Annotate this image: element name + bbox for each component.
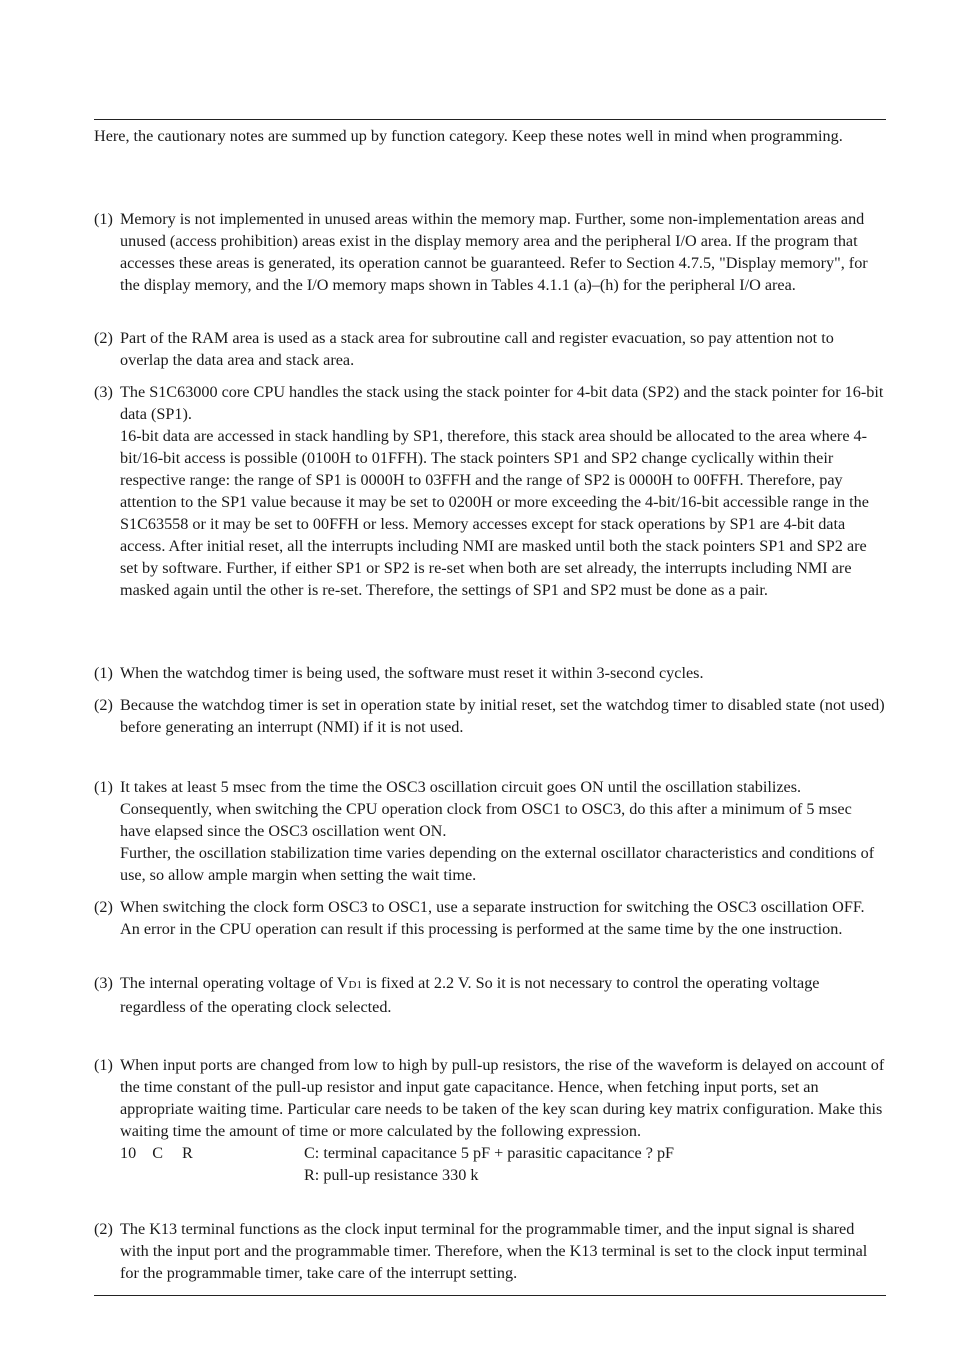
note-text-continued: Further, the oscillation stabilization time varies depending on the external oscillator characteristics and conditions of use, so allow ample margin when setting the wait time.: [120, 844, 875, 884]
vd1-subscript: D1: [348, 979, 362, 991]
memory-note-3: [94, 381, 886, 601]
oscillation-note-2: [94, 896, 886, 940]
note-text-pre: The internal operating voltage of V: [120, 974, 349, 992]
note-text: When switching the clock form OSC3 to OSC1, use a separate instruction for switching the OSC3 oscillation OFF. An error in the CPU operation can result if this processing is performed at the same time by the one instruction.: [120, 898, 865, 938]
note-number: (2): [94, 1220, 113, 1238]
note-text: Because the watchdog timer is set in operation state by initial reset, set the watchdog timer to disabled state (not used) before generating an interrupt (NMI) if it is not used.: [120, 696, 885, 736]
note-number: (1): [94, 664, 113, 682]
oscillation-note-1: [94, 776, 886, 886]
formula-expression: [120, 1142, 193, 1164]
note-text-post: is fixed at 2.2 V. So it is not necessary to control the operating voltage regardless of the operating clock selected.: [120, 974, 820, 1016]
note-number: (3): [94, 974, 113, 992]
note-number: (2): [94, 898, 113, 916]
note-text: The K13 terminal functions as the clock input terminal for the programmable timer, and the input signal is shared with the input port and the programmable timer. Therefore, when the K13 terminal is set to the clock input terminal for the programmable timer, take care of the interrupt setting.: [120, 1220, 868, 1282]
input-note-2: [94, 1218, 886, 1284]
note-number: (2): [94, 696, 113, 714]
note-text: It takes at least 5 msec from the time the OSC3 oscillation circuit goes ON until the oscillation stabilizes. Consequently, when switching the CPU operation clock from OSC1 to OSC3, do this after a minimum of 5 msec have elapsed since the OSC3 oscillation went ON.: [120, 778, 852, 840]
note-number: (3): [94, 383, 113, 401]
note-number: (1): [94, 1056, 113, 1074]
note-number: (1): [94, 210, 113, 228]
watchdog-note-1: [94, 662, 886, 684]
top-rule: [94, 119, 886, 120]
wait-time-formula: [120, 1142, 886, 1186]
formula-note-r: R: pull-up resistance 330 k: [304, 1166, 479, 1184]
memory-note-2: [94, 327, 886, 371]
formula-term-10: 10: [120, 1144, 137, 1162]
bottom-rule: [94, 1295, 886, 1296]
note-text-continued: 16-bit data are accessed in stack handling by SP1, therefore, this stack area should be allocated to the area where 4-bit/16-bit access is possible (0100H to 01FFH). The stack pointers SP1 and SP2 change cyclically within their respective range: the range of SP1 is 0000H to 03FFH and the range of SP2 is 0000H to 00FFH. Therefore, pay attention to the SP1 value because it may be set to 0200H or more exceeding the 4-bit/16-bit accessible range in the S1C63558 or it may be set to 00FFH or less. Memory accesses except for stack operations by SP1 are 4-bit data access. After initial reset, all the interrupts including NMI are masked until both the stack pointers SP1 and SP2 are set by software. Further, if either SP1 or SP2 is re-set when both are set already, the interrupts including NMI are masked again until the other is re-set. Therefore, the settings of SP1 and SP2 must be done as a pair.: [120, 427, 869, 599]
note-number: (1): [94, 778, 113, 796]
formula-notes: [304, 1142, 674, 1186]
note-number: (2): [94, 329, 113, 347]
note-text: When the watchdog timer is being used, the software must reset it within 3-second cycles.: [120, 664, 704, 682]
note-text: When input ports are changed from low to high by pull-up resistors, the rise of the waveform is delayed on account of the time constant of the pull-up resistor and input gate capacitance. Hence, when fetching input ports, set an appropriate waiting time. Particular care needs to be taken of the key scan during key matrix configuration. Make this waiting time the amount of time or more calculated by the following expression.: [120, 1056, 885, 1140]
oscillation-note-3: [94, 972, 886, 1018]
note-text: Part of the RAM area is used as a stack area for subroutine call and register evacuation, so pay attention not to overlap the data area and stack area.: [120, 329, 834, 369]
formula-term-c: C: [152, 1144, 163, 1162]
note-text: [120, 972, 886, 1018]
intro-paragraph: Here, the cautionary notes are summed up by function category. Keep these notes well in mind when programming.: [94, 127, 843, 145]
input-note-1: [94, 1054, 886, 1186]
note-text: The S1C63000 core CPU handles the stack using the stack pointer for 4-bit data (SP2) and the stack pointer for 16-bit data (SP1).: [120, 383, 884, 423]
formula-note-c: C: terminal capacitance 5 pF + parasitic capacitance ? pF: [304, 1144, 675, 1162]
watchdog-note-2: [94, 694, 886, 738]
formula-term-r: R: [182, 1144, 193, 1162]
note-text: Memory is not implemented in unused areas within the memory map. Further, some non-implementation areas and unused (access prohibition) areas exist in the display memory area and the peripheral I/O area. If the program that accesses these areas is generated, its operation cannot be guaranteed. Refer to Section 4.7.5, "Display memory", for the display memory, and the I/O memory maps shown in Tables 4.1.1 (a)–(h) for the peripheral I/O area.: [120, 210, 868, 294]
memory-note-1: [94, 208, 886, 296]
